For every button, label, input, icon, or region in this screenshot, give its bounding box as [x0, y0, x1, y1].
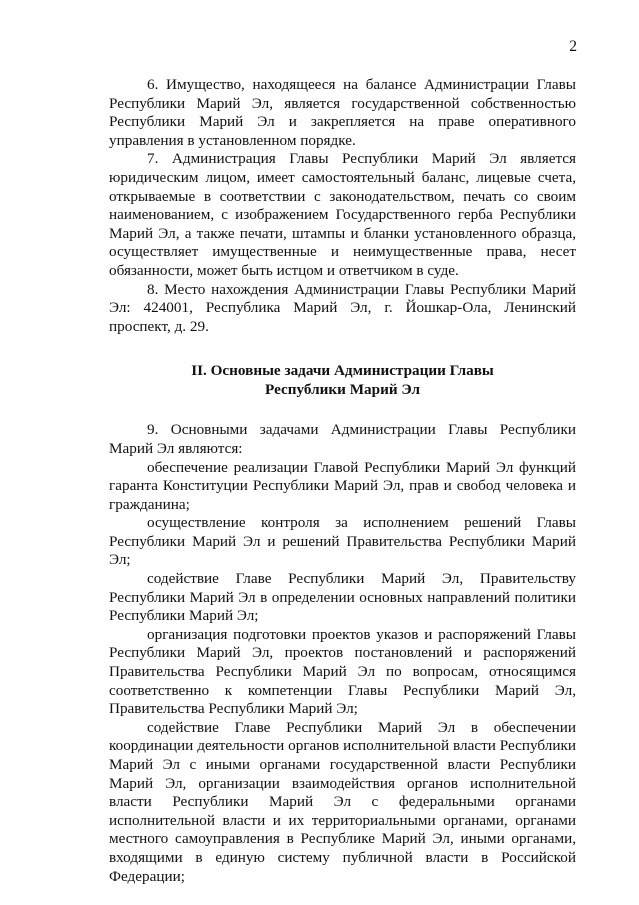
section-2-heading-line-1: II. Основные задачи Администрации Главы	[191, 362, 494, 380]
paragraph-6: 6. Имущество, находящееся на балансе Администрации Главы Республики Марий Эл, является государственной собственностью Республики Марий Эл и закрепляется на праве оперативного управления в установленном порядке.	[109, 76, 576, 149]
section-2-heading	[109, 361, 576, 399]
paragraph-9: 9. Основными задачами Администрации Главы Республики Марий Эл являются:	[109, 421, 576, 457]
paragraph-7: 7. Администрация Главы Республики Марий Эл является юридическим лицом, имеет самостоятельный баланс, лицевые счета, открываемые в соответствии с законодательством, печать со своим наименованием, с изображением Государственного герба Республики Марий Эл, а также печати, штампы и бланки установленного образца, осуществляет имущественные и неимущественные права, несет обязанности, может быть истцом и ответчиком в суде.	[109, 150, 576, 279]
page-number: 2	[569, 38, 577, 55]
document-body	[109, 76, 576, 886]
task-item-5: содействие Главе Республики Марий Эл в обеспечении координации деятельности органов исполнительной власти Республики Марий Эл с иными органами государственной власти Республики Марий Эл, организации взаимодействия органов исполнительной власти Республики Марий Эл с федеральными органами исполнительной власти и их территориальными органами, органами местного самоуправления в Республике Марий Эл, иными органами, входящими в единую систему публичной власти в Российской Федерации;	[109, 718, 576, 885]
section-2-heading-line-2: Республики Марий Эл	[265, 381, 420, 399]
task-item-3: содействие Главе Республики Марий Эл, Правительству Республики Марий Эл в определении основных направлений политики Республики Марий Эл;	[109, 570, 576, 625]
task-item-1: обеспечение реализации Главой Республики Марий Эл функций гаранта Конституции Республики Марий Эл, прав и свобод человека и гражданина;	[109, 458, 576, 513]
task-item-2: осуществление контроля за исполнением решений Главы Республики Марий Эл и решений Правительства Республики Марий Эл;	[109, 514, 576, 569]
task-item-4: организация подготовки проектов указов и распоряжений Главы Республики Марий Эл, проектов постановлений и распоряжений Правительства Республики Марий Эл по вопросам, относящимся соответственно к компетенции Главы Республики Марий Эл, Правительства Республики Марий Эл;	[109, 625, 576, 718]
paragraph-8: 8. Место нахождения Администрации Главы Республики Марий Эл: 424001, Республика Марий Эл, г. Йошкар-Ола, Ленинский проспект, д. 29.	[109, 280, 576, 335]
